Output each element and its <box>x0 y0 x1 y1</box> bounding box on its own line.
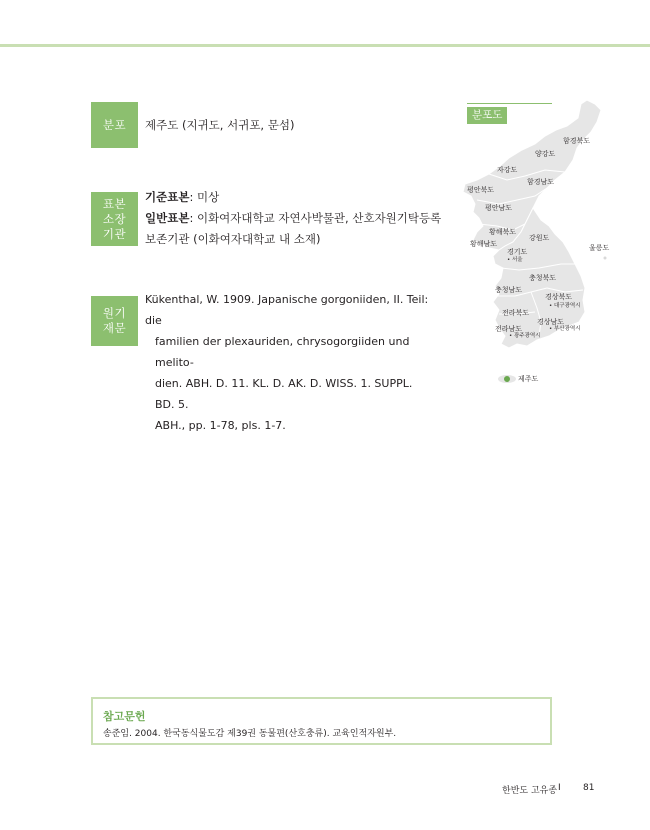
map-label-ulleung: 울릉도 <box>589 244 610 252</box>
specimen-text <box>145 187 441 250</box>
map-label-jeonnam: 전라남도 <box>495 325 523 333</box>
specimen-label: 표본 소장 기관 <box>91 192 138 246</box>
citation-line-4: ABH., pp. 1-78, pls. 1-7. <box>155 419 286 432</box>
map-label-seoul: • 서울 <box>507 257 523 263</box>
page-number: 81 <box>583 783 595 793</box>
map-label-gyeonggi: 경기도 <box>507 248 528 256</box>
footer-separator: I <box>558 783 561 793</box>
original-description-text <box>145 289 435 436</box>
map-label-jagang: 자강도 <box>497 166 518 174</box>
footer-section: 한반도 고유종 <box>502 786 558 796</box>
map-label-jeonbuk: 전라북도 <box>502 309 530 317</box>
type-specimen-line: 기준표본: 미상 <box>145 190 220 204</box>
map-label-daegu: • 대구광역시 <box>549 303 581 309</box>
map-label-hwanghaenam: 황해남도 <box>470 240 498 248</box>
original-description-label: 원기 재문 <box>91 296 138 346</box>
map-label-jeju: 제주도 <box>518 375 539 383</box>
citation-line-1: Kükenthal, W. 1909. Japanische gorgoniiden, II. Teil: die <box>145 293 429 327</box>
map-label-hwanghaebuk: 황해북도 <box>489 228 517 236</box>
map-label-chungnam: 충청남도 <box>495 286 523 294</box>
map-label-gangwon: 강원도 <box>529 234 550 242</box>
distribution-map <box>455 100 620 400</box>
distribution-label: 분포 <box>91 102 138 148</box>
citation-line-2: familien der plexauriden, chrysogorgiiden und melito- <box>155 335 410 369</box>
jeju-marker <box>504 376 510 382</box>
general-specimen-line-2: 보존기관 (이화여자대학교 내 소재) <box>145 232 321 246</box>
citation-line-3: dien. ABH. D. 11. KL. D. AK. D. WISS. 1. SUPPL. BD. 5. <box>155 377 413 411</box>
map-label-pyeongannam: 평안남도 <box>485 204 513 212</box>
map-label-gyeongnam: 경상남도 <box>537 318 565 326</box>
top-rule <box>0 44 650 47</box>
map-label-pyeonganbuk: 평안북도 <box>467 186 495 194</box>
general-specimen-line: 일반표본: 이화여자대학교 자연사박물관, 산호자원기탁등록 <box>145 211 442 225</box>
references-title: 참고문헌 <box>103 710 146 723</box>
references-text: 송준임. 2004. 한국동식물도감 제39권 동물편(산호충류). 교육인적자원부. <box>103 729 397 739</box>
map-label-busan: • 부산광역시 <box>549 326 581 332</box>
map-tag-line <box>467 103 552 104</box>
map-label-hamgyeongbuk: 함경북도 <box>563 137 591 145</box>
map-label-hamgyeongnam: 함경남도 <box>527 178 555 186</box>
map-tag: 분포도 <box>467 107 507 124</box>
map-label-gyeongbuk: 경상북도 <box>545 293 573 301</box>
map-label-chungbuk: 충청북도 <box>529 274 557 282</box>
map-label-yanggang: 양강도 <box>535 150 556 158</box>
distribution-text: 제주도 (지귀도, 서귀포, 문섬) <box>145 118 295 132</box>
map-label-gwangju: • 광주광역시 <box>509 333 541 339</box>
references-box <box>91 697 552 745</box>
